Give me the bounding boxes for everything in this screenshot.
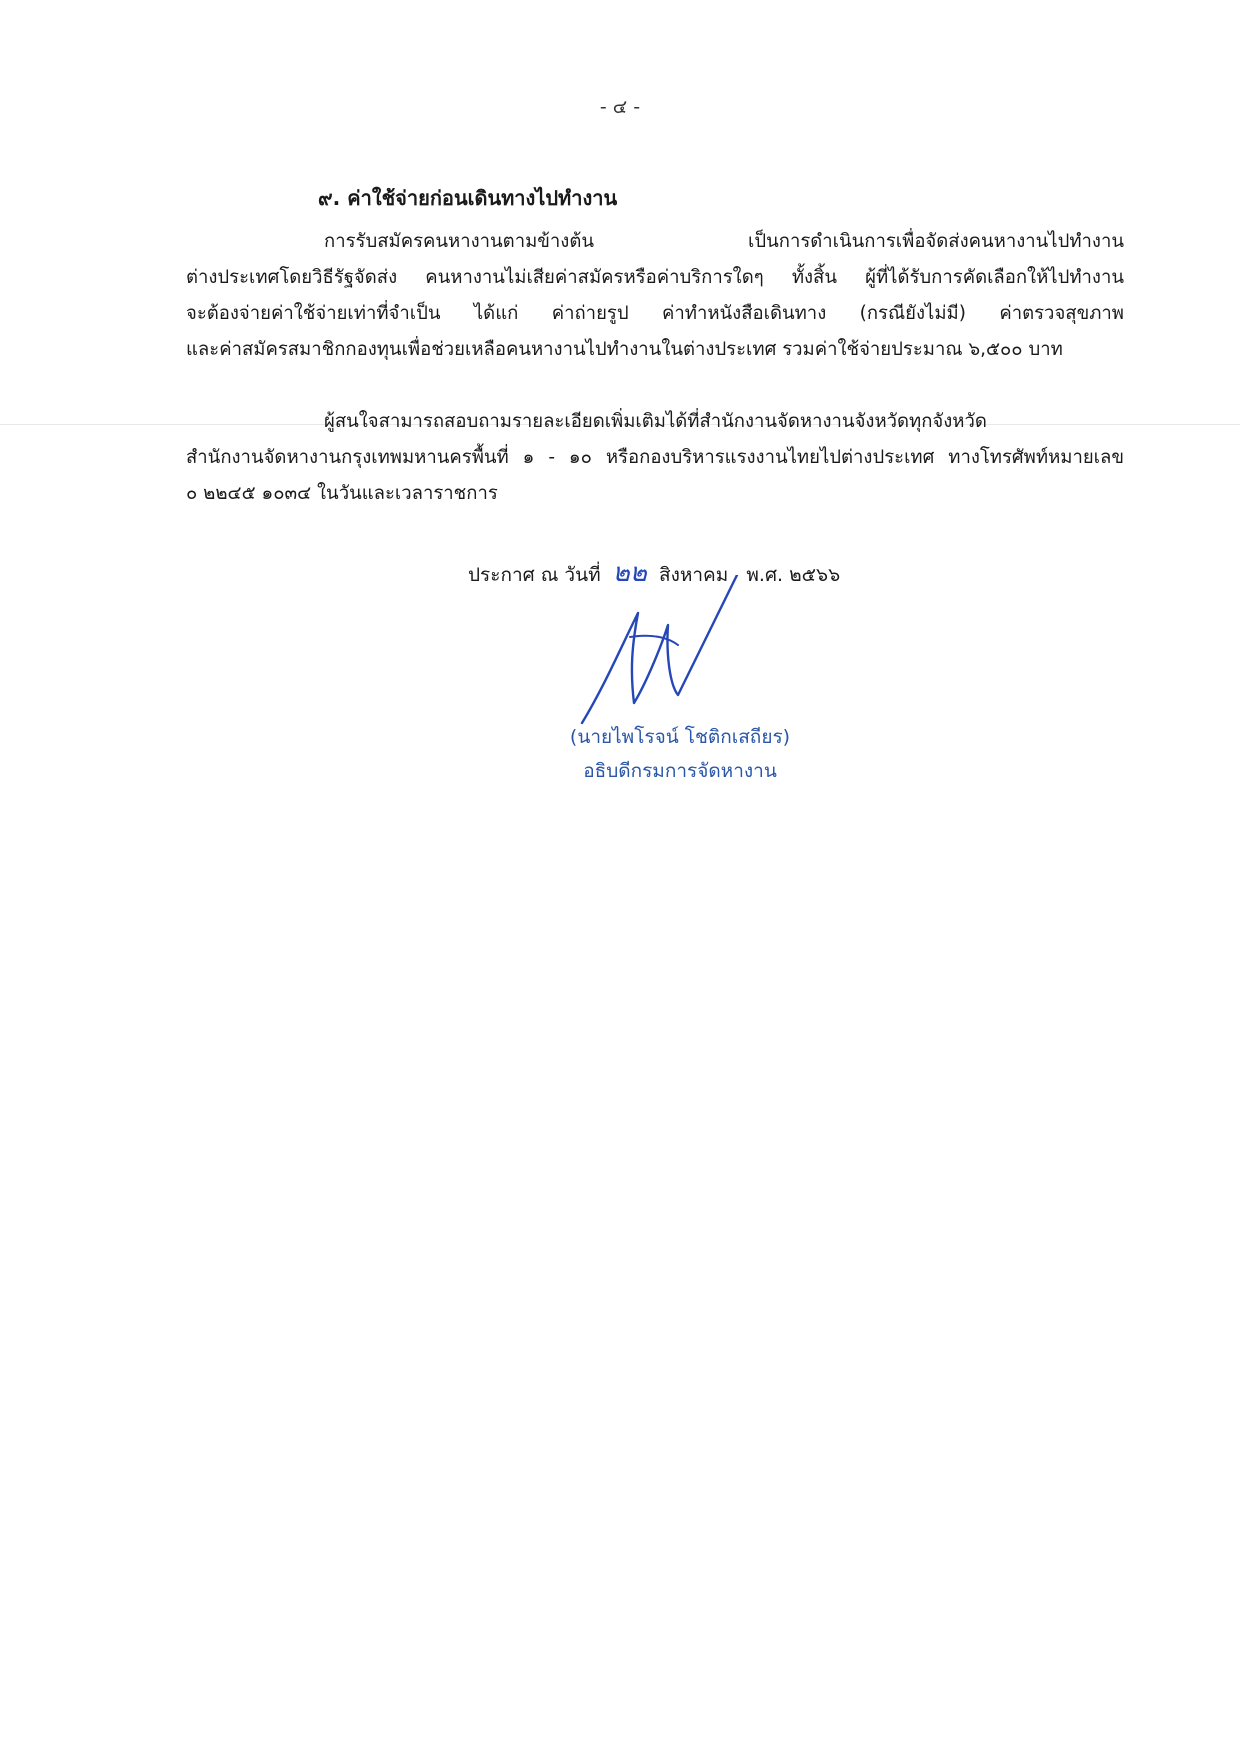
section-heading: ๙. ค่าใช้จ่ายก่อนเดินทางไปทำงาน <box>318 186 618 210</box>
signer-title: อธิบดีกรมการจัดหางาน <box>583 760 777 782</box>
paragraph-line: สำนักงานจัดหางานกรุงเทพมหานครพื้นที่ ๑ - ๑๐ หรือกองบริหารแรงงานไทยไปต่างประเทศ ทางโทรศัพท์หมายเลข <box>186 447 1124 468</box>
paragraph-costs <box>186 224 1124 368</box>
announcement-month: สิงหาคม <box>658 564 729 586</box>
paragraph-line: ผู้สนใจสามารถสอบถามรายละเอียดเพิ่มเติมได้ที่สำนักงานจัดหางานจังหวัดทุกจังหวัด <box>324 411 987 432</box>
signature-mark <box>560 575 810 735</box>
paragraph-line: ๐ ๒๒๔๕ ๑๐๓๔ ในวันและเวลาราชการ <box>186 483 498 504</box>
signer-name: (นายไพโรจน์ โชติกเสถียร) <box>569 726 791 748</box>
paragraph-contact <box>186 404 1124 512</box>
handwritten-day: ๒๒ <box>612 558 647 588</box>
paragraph-line: ต่างประเทศโดยวิธีรัฐจัดส่ง คนหางานไม่เสียค่าสมัครหรือค่าบริการใดๆ ทั้งสิ้น ผู้ที่ได้รับการคัดเลือกให้ไปทำงาน <box>186 267 1124 288</box>
paragraph-line: การรับสมัครคนหางานตามข้างต้น เป็นการดำเนินการเพื่อจัดส่งคนหางานไปทำงาน <box>324 231 1124 252</box>
paragraph-line: จะต้องจ่ายค่าใช้จ่ายเท่าที่จำเป็น ได้แก่ ค่าถ่ายรูป ค่าทำหนังสือเดินทาง (กรณียังไม่มี) ค่าตรวจสุขภาพ <box>186 303 1124 324</box>
page-number: - ๔ - <box>599 96 641 118</box>
announcement-prefix: ประกาศ ณ วันที่ <box>468 564 601 586</box>
announcement-year: พ.ศ. ๒๕๖๖ <box>746 564 841 586</box>
paragraph-line: และค่าสมัครสมาชิกกองทุนเพื่อช่วยเหลือคนหางานไปทำงานในต่างประเทศ รวมค่าใช้จ่ายประมาณ ๖,๕๐๐ บาท <box>186 339 1063 360</box>
